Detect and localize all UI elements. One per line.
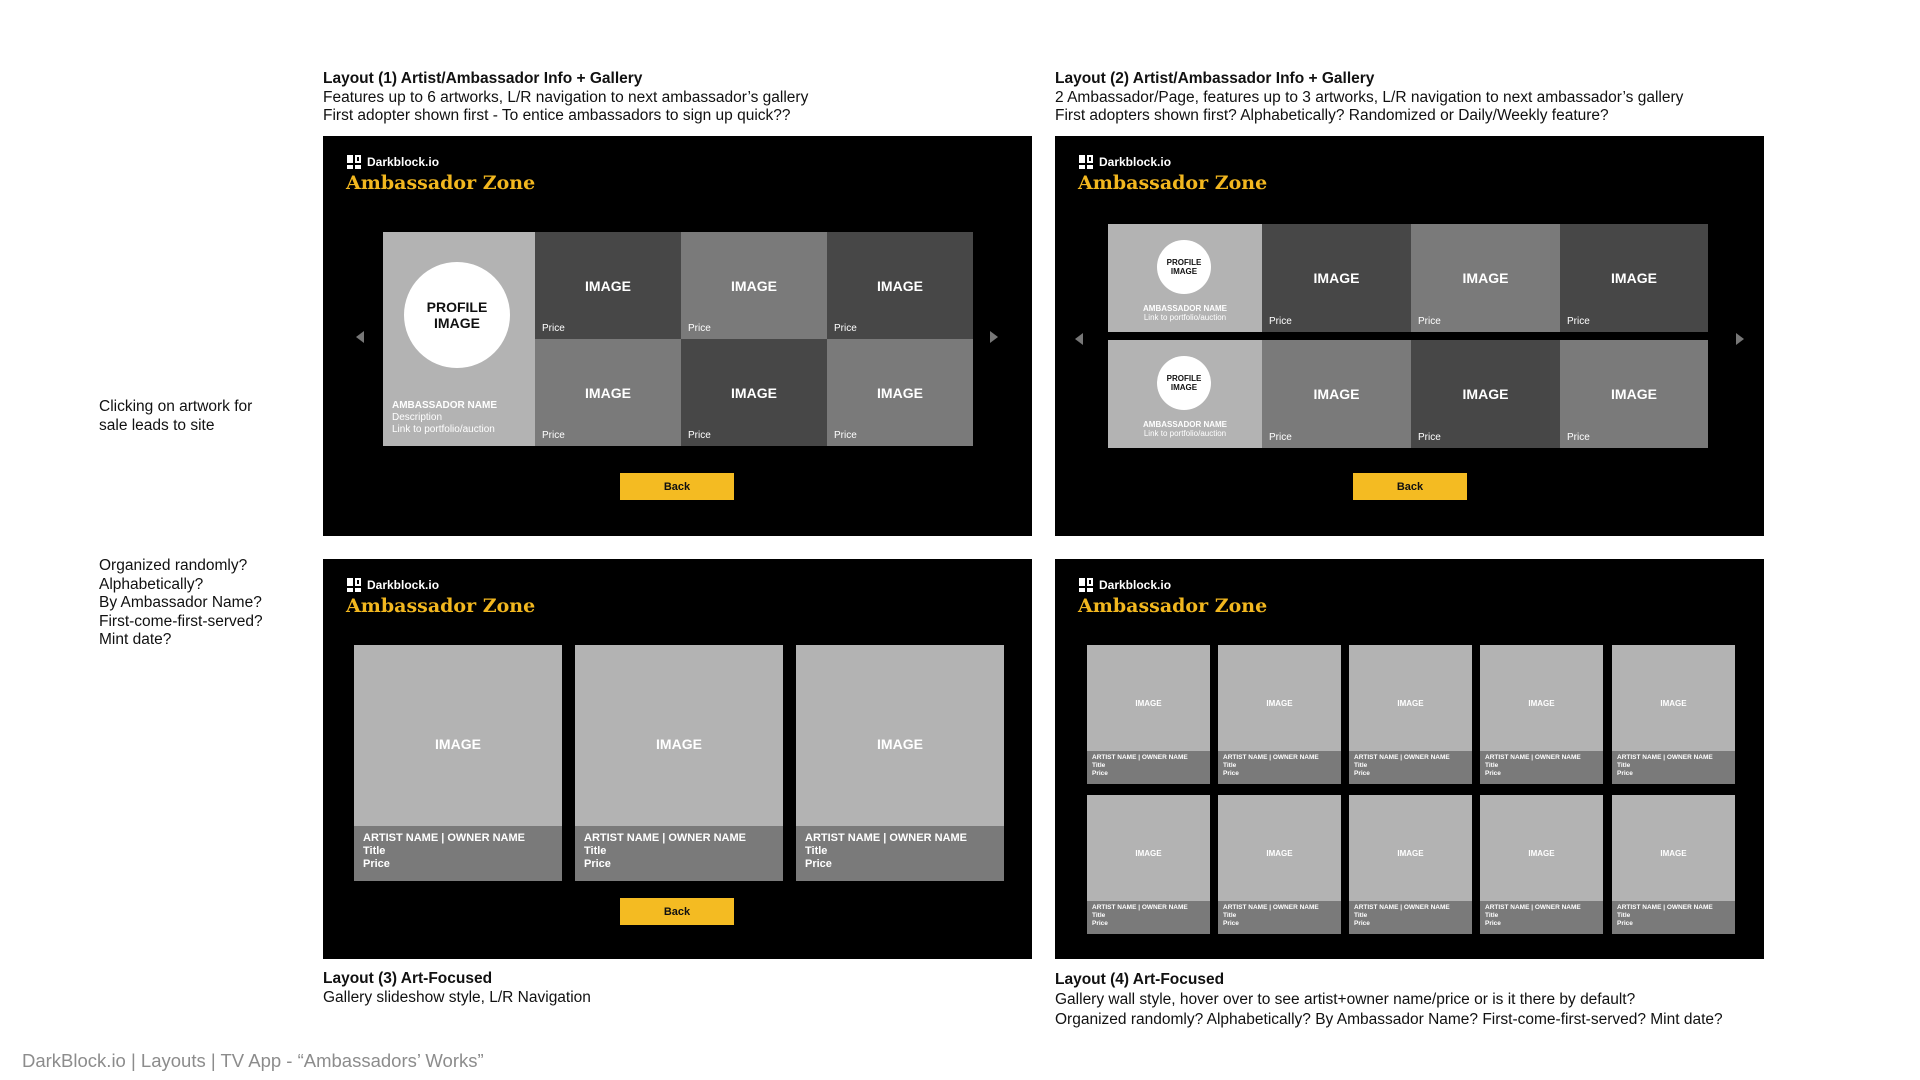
ambassador-name: AMBASSADOR NAME (392, 400, 497, 411)
layout1-line2: First adopter shown first - To entice ambassadors to sign up quick?? (323, 107, 791, 124)
chevron-left-icon[interactable] (1075, 333, 1083, 345)
darkblock-logo-icon (1079, 578, 1093, 592)
artwork-card-small[interactable]: IMAGE ARTIST NAME | OWNER NAME Title Price (1087, 795, 1210, 934)
ambassador-panel[interactable] (1108, 340, 1262, 448)
ambassador-description: Description (392, 412, 443, 423)
ambassador-info (1108, 304, 1262, 322)
artwork-meta: ARTIST NAME | OWNER NAME Title Price (575, 826, 783, 881)
artwork-meta: ARTIST NAME | OWNER NAME Title Price (1218, 751, 1341, 784)
ambassador-info (392, 400, 497, 436)
layout4-caption (1055, 970, 1723, 1030)
profile-image: PROFILE IMAGE (404, 262, 510, 368)
artwork-meta: ARTIST NAME | OWNER NAME Title Price (1612, 751, 1735, 784)
brand-name: Darkblock.io (1099, 155, 1172, 169)
artwork-card[interactable]: IMAGE ARTIST NAME | OWNER NAME Title Price (354, 645, 562, 881)
footer-text: DarkBlock.io | Layouts | TV App - “Ambassadors’ Works” (22, 1050, 484, 1071)
artwork-meta: ARTIST NAME | OWNER NAME Title Price (1087, 751, 1210, 784)
brand-logo (347, 578, 439, 592)
organization-note: Organized randomly? Alphabetically? By Ambassador Name? First-come-first-served? Mint date? (99, 557, 263, 648)
back-button[interactable]: Back (620, 898, 734, 925)
layout2-screen (1055, 136, 1764, 536)
layout4-title: Layout (4) Art-Focused (1055, 971, 1225, 988)
profile-image: PROFILE IMAGE (1157, 240, 1211, 294)
layout4-line1: Gallery wall style, hover over to see artist+owner name/price or is it there by default? (1055, 991, 1636, 1008)
artwork-meta: ARTIST NAME | OWNER NAME Title Price (1349, 901, 1472, 934)
artwork-tile[interactable]: IMAGE Price (827, 339, 973, 446)
layout3-line1: Gallery slideshow style, L/R Navigation (323, 988, 591, 1006)
artwork-tile[interactable]: IMAGE Price (1262, 340, 1411, 448)
artwork-meta: ARTIST NAME | OWNER NAME Title Price (796, 826, 1004, 881)
layout3-title: Layout (3) Art-Focused (323, 970, 493, 987)
darkblock-logo-icon (347, 155, 361, 169)
layout4-screen (1055, 559, 1764, 959)
brand-logo (1079, 578, 1171, 592)
layout1-screen (323, 136, 1032, 536)
artwork-click-note: Clicking on artwork for sale leads to site (99, 398, 253, 434)
brand-name: Darkblock.io (367, 578, 440, 592)
brand-name: Darkblock.io (1099, 578, 1172, 592)
profile-image: PROFILE IMAGE (1157, 356, 1211, 410)
artwork-tile[interactable]: IMAGE Price (1411, 340, 1560, 448)
artwork-tile[interactable]: IMAGE Price (535, 232, 681, 339)
layout4-line2: Organized randomly? Alphabetically? By Ambassador Name? First-come-first-served? Mint date? (1055, 1011, 1723, 1028)
artwork-meta: ARTIST NAME | OWNER NAME Title Price (1480, 751, 1603, 784)
darkblock-logo-icon (347, 578, 361, 592)
artwork-card-small[interactable]: IMAGE ARTIST NAME | OWNER NAME Title Price (1480, 645, 1603, 784)
artwork-card-small[interactable]: IMAGE ARTIST NAME | OWNER NAME Title Price (1349, 795, 1472, 934)
layout1-title: Layout (1) Artist/Ambassador Info + Gallery (323, 70, 643, 87)
layout3-caption (323, 970, 591, 1007)
artwork-card-small[interactable]: IMAGE ARTIST NAME | OWNER NAME Title Price (1218, 795, 1341, 934)
ambassador-name: AMBASSADOR NAME (1143, 420, 1227, 429)
artwork-card-small[interactable]: IMAGE ARTIST NAME | OWNER NAME Title Price (1087, 645, 1210, 784)
artwork-tile[interactable]: IMAGE Price (1560, 224, 1708, 332)
artwork-tile[interactable]: IMAGE Price (535, 339, 681, 446)
artwork-tile[interactable]: IMAGE Price (681, 232, 827, 339)
artwork-tile[interactable]: IMAGE Price (1560, 340, 1708, 448)
artwork-tile[interactable]: IMAGE Price (681, 339, 827, 446)
portfolio-link[interactable]: Link to portfolio/auction (1143, 313, 1227, 322)
artwork-card-small[interactable]: IMAGE ARTIST NAME | OWNER NAME Title Price (1480, 795, 1603, 934)
layout2-line2: First adopters shown first? Alphabetically? Randomized or Daily/Weekly feature? (1055, 107, 1609, 124)
ambassador-panel[interactable] (383, 232, 535, 446)
artwork-tile[interactable]: IMAGE Price (827, 232, 973, 339)
ambassador-name: AMBASSADOR NAME (1143, 304, 1227, 313)
portfolio-link[interactable]: Link to portfolio/auction (392, 424, 495, 435)
artwork-meta: ARTIST NAME | OWNER NAME Title Price (1480, 901, 1603, 934)
back-button[interactable]: Back (1353, 473, 1467, 500)
layout3-screen (323, 559, 1032, 959)
zone-title: Ambassador Zone (346, 172, 536, 194)
zone-title: Ambassador Zone (346, 595, 536, 617)
brand-logo (1079, 155, 1171, 169)
back-button[interactable]: Back (620, 473, 734, 500)
zone-title: Ambassador Zone (1078, 172, 1268, 194)
chevron-right-icon[interactable] (990, 331, 998, 343)
darkblock-logo-icon (1079, 155, 1093, 169)
layout2-title: Layout (2) Artist/Ambassador Info + Gallery (1055, 70, 1375, 87)
artwork-card-small[interactable]: IMAGE ARTIST NAME | OWNER NAME Title Price (1218, 645, 1341, 784)
layout1-caption (323, 70, 808, 126)
layout2-caption (1055, 70, 1683, 126)
layout2-line1: 2 Ambassador/Page, features up to 3 artworks, L/R navigation to next ambassador’s gallery (1055, 88, 1684, 106)
ambassador-info (1108, 420, 1262, 438)
artwork-tile[interactable]: IMAGE Price (1262, 224, 1411, 332)
layout1-line1: Features up to 6 artworks, L/R navigation to next ambassador’s gallery (323, 88, 809, 106)
artwork-meta: ARTIST NAME | OWNER NAME Title Price (1349, 751, 1472, 784)
artwork-meta: ARTIST NAME | OWNER NAME Title Price (1087, 901, 1210, 934)
artwork-card-small[interactable]: IMAGE ARTIST NAME | OWNER NAME Title Price (1612, 645, 1735, 784)
artwork-meta: ARTIST NAME | OWNER NAME Title Price (1218, 901, 1341, 934)
artwork-card-small[interactable]: IMAGE ARTIST NAME | OWNER NAME Title Price (1349, 645, 1472, 784)
portfolio-link[interactable]: Link to portfolio/auction (1143, 429, 1227, 438)
artwork-tile[interactable]: IMAGE Price (1411, 224, 1560, 332)
brand-name: Darkblock.io (367, 155, 440, 169)
ambassador-panel[interactable] (1108, 224, 1262, 332)
chevron-left-icon[interactable] (356, 331, 364, 343)
brand-logo (347, 155, 439, 169)
zone-title: Ambassador Zone (1078, 595, 1268, 617)
artwork-card[interactable]: IMAGE ARTIST NAME | OWNER NAME Title Price (796, 645, 1004, 881)
artwork-meta: ARTIST NAME | OWNER NAME Title Price (1612, 901, 1735, 934)
artwork-card[interactable]: IMAGE ARTIST NAME | OWNER NAME Title Price (575, 645, 783, 881)
artwork-meta: ARTIST NAME | OWNER NAME Title Price (354, 826, 562, 881)
artwork-card-small[interactable]: IMAGE ARTIST NAME | OWNER NAME Title Price (1612, 795, 1735, 934)
chevron-right-icon[interactable] (1736, 333, 1744, 345)
